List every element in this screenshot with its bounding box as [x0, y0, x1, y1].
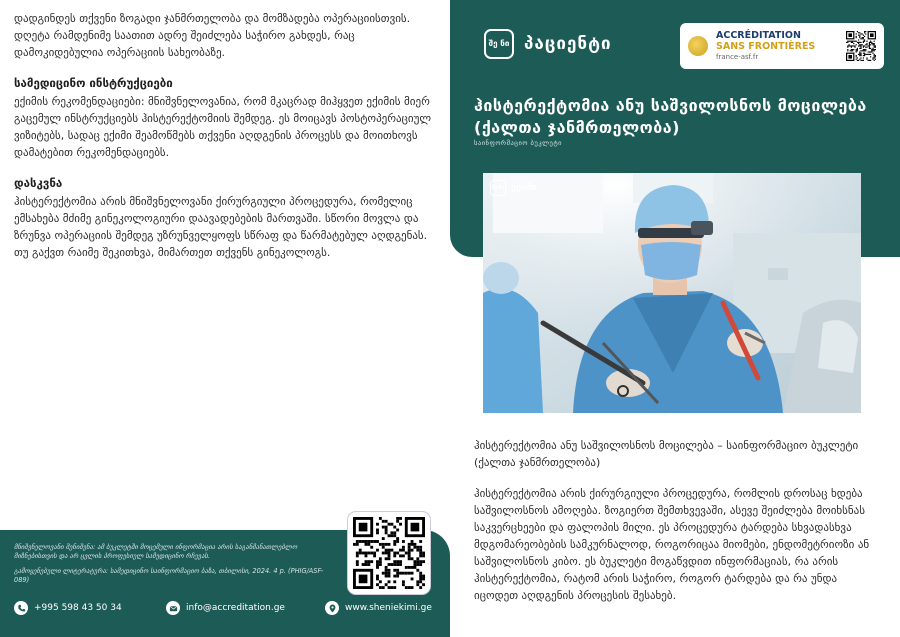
- right-panel: [450, 0, 900, 637]
- right-text-block: [474, 437, 884, 618]
- contact-bar: [14, 601, 439, 617]
- intro-paragraph: დადგინდეს თქვენი ზოგადი ჯანმრთელობა და მომზადება ოპერაციისთვის. დღეტა რამდენიმე საათით ადრე შეიძლება საჭირო გახდეს, რაც დამოკიდებულია ოპერაციის სახეობაზე.: [14, 12, 411, 59]
- location-icon: [325, 601, 339, 615]
- brand-name: პაციენტი: [524, 34, 612, 54]
- footer-note-1: მნიშვნელოვანი შენიშვნა: ამ ბუკლეტში მოცემული ინფორმაცია არის საგანმანათლებლო მიზნებისთვის და არ ცვლის პროფესიულ სამედიცინო რჩევას.: [14, 543, 298, 560]
- contact-email[interactable]: [166, 601, 285, 615]
- email-address: info@accreditation.ge: [186, 603, 285, 613]
- accreditation-line1: ACCRÉDITATION: [716, 29, 801, 41]
- footer-note-2: გამოყენებული ლიტერატურა: სამედიცინო საინფორმაციო ბაზა, თბილისი, 2024. 4 p. (PHIG/ASF-089): [14, 567, 324, 584]
- accreditation-line2: SANS FRONTIÈRES: [716, 40, 816, 52]
- conclusion-paragraph: ჰისტერექტომია არის მნიშვნელოვანი ქირურგიული პროცედურა, რომელიც ემსახება მძიმე გინეკოლოგიური დაავადებების მართვაში. სწორი მოვლა და ზრუნვა ოპერაციის შემდეგ უზრუნველყოფს სწრაფ და წარმატებულ აღდგენას. თუ გაქვთ რაიმე შეკითხვა, მიმართეთ თქვენს გინეკოლოგს.: [14, 195, 428, 259]
- website-url: www.sheniekimi.ge: [345, 603, 432, 613]
- photo-logo-mark: შე ნი: [490, 180, 506, 196]
- left-text-block: [14, 10, 439, 275]
- instructions-paragraph: ექიმის რეკომენდაციები: მნიშვნელოვანია, რომ მკაცრად მიჰყვეთ ექიმის მიერ გაცემულ ინსტრუქციებს ჰისტერექტომიის შემდეგ. ეს მოიცავს პოსტოპერაციულ ვიზიტებს, სადაც ექიმი შეამოწმებს თქვენი აღდგენის პროცესს და მოითხოვს დამატებით რეკომენდაციებს.: [14, 95, 432, 159]
- accreditation-seal: [688, 36, 708, 56]
- section-heading-conclusion: დასკვნა: [14, 176, 63, 190]
- brand-logo-mark: შე ნი: [484, 29, 514, 59]
- contact-phone[interactable]: [14, 601, 122, 615]
- email-icon: [166, 601, 180, 615]
- description-paragraph: ჰისტერექტომია არის ქირურგიული პროცედურა, რომლის დროსაც ხდება საშვილოსნოს ამოღება. ზოგიერთ შემთხვევაში, ასევე შეიძლება მოიხსნას საკვერცხეები და ფალოპის მილი. ეს პროცედურა ტარდება სხვადასხვა მდგომარეობების სამკურნალოდ, როგორიცაა მიომები, ენდომეტრიოზი ან საშვილოსნოს კიბო. ეს ბუკლეტი მოგაწვდით ინფორმაციას, რა არის ჰისტერექტომია, რატომ არის საჭირო, როგორ ტარდება და რა უნდა იცოდეთ აღდგენის პროცესის შესახებ.: [474, 487, 870, 602]
- accreditation-card: [680, 23, 884, 69]
- brochure-subtitle: საინფორმაციო ბუკლეტი: [474, 139, 562, 147]
- brochure-title: ჰისტერექტომია ანუ საშვილოსნოს მოცილება (ქალთა ჯანმრთელობა): [474, 96, 867, 137]
- footer-disclaimer: [14, 543, 336, 591]
- phone-number: +995 598 43 50 34: [34, 603, 122, 613]
- qr-code[interactable]: [348, 512, 430, 594]
- doctor-photo: [483, 173, 861, 413]
- brand-logo: [484, 29, 612, 59]
- phone-icon: [14, 601, 28, 615]
- accreditation-qr-code: [846, 31, 876, 61]
- contact-website[interactable]: [325, 601, 432, 615]
- accreditation-text: [716, 30, 846, 63]
- photo-logo-text: ექიმი: [511, 183, 537, 193]
- intro-title-paragraph: ჰისტერექტომია ანუ საშვილოსნოს მოცილება – საინფორმაციო ბუკლეტი (ქალთა ჯანმრთელობა): [474, 439, 859, 469]
- section-heading-instructions: სამედიცინო ინსტრუქციები: [14, 76, 173, 90]
- accreditation-url: france-asf.fr: [716, 52, 759, 61]
- photo-logo: [490, 180, 536, 196]
- qr-code-graphic: [353, 517, 425, 589]
